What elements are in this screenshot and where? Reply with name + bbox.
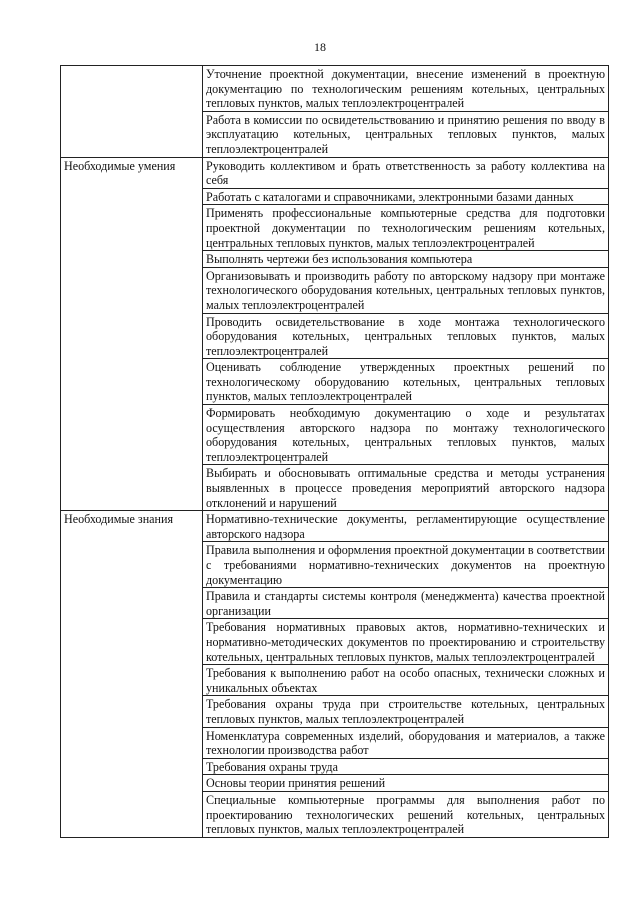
section-label: Необходимые знания bbox=[61, 511, 203, 837]
requirement-text: Требования охраны труда при строительстве котельных, центральных тепловых пунктов, малых теплоэлектроцентралей bbox=[203, 696, 609, 727]
requirement-text: Организовывать и производить работу по авторскому надзору при монтаже технологического оборудования котельных, центральных тепловых пунктов, малых теплоэлектроцентралей bbox=[203, 267, 609, 313]
requirement-text: Правила выполнения и оформления проектной документации в соответствии с требованиями нормативно-технических документов на проектную документацию bbox=[203, 542, 609, 588]
requirement-text: Основы теории принятия решений bbox=[203, 775, 609, 792]
requirement-text: Правила и стандарты системы контроля (менеджмента) качества проектной организации bbox=[203, 588, 609, 619]
requirement-text: Руководить коллективом и брать ответственность за работу коллектива на себя bbox=[203, 157, 609, 188]
requirement-text: Выполнять чертежи без использования компьютера bbox=[203, 251, 609, 268]
requirement-text: Номенклатура современных изделий, оборудования и материалов, а также технологии производства работ bbox=[203, 727, 609, 758]
requirement-text: Работа в комиссии по освидетельствованию и принятию решения по вводу в эксплуатацию котельных, центральных тепловых пунктов, малых теплоэлектроцентралей bbox=[203, 111, 609, 157]
requirement-text: Требования нормативных правовых актов, нормативно-технических и нормативно-методических документов по проектированию и строительству котельных, центральных тепловых пунктов, малых теплоэлектроцентралей bbox=[203, 619, 609, 665]
requirement-text: Требования охраны труда bbox=[203, 758, 609, 775]
section-label bbox=[61, 66, 203, 158]
requirement-text: Требования к выполнению работ на особо опасных, технически сложных и уникальных объектах bbox=[203, 665, 609, 696]
section-label: Необходимые умения bbox=[61, 157, 203, 511]
table-row bbox=[61, 511, 609, 542]
requirement-text: Специальные компьютерные программы для выполнения работ по проектированию технологических решений котельных, центральных тепловых пунктов, малых теплоэлектроцентралей bbox=[203, 791, 609, 837]
requirement-text: Работать с каталогами и справочниками, электронными базами данных bbox=[203, 188, 609, 205]
requirement-text: Уточнение проектной документации, внесение изменений в проектную документацию по технологическим решениям котельных, центральных тепловых пунктов, малых теплоэлектроцентралей bbox=[203, 66, 609, 112]
table-row bbox=[61, 157, 609, 188]
page-number: 18 bbox=[314, 40, 326, 54]
requirement-text: Выбирать и обосновывать оптимальные средства и методы устранения выявленных в процессе проведения мероприятий авторского надзора отклонений и нарушений bbox=[203, 465, 609, 511]
table-row bbox=[61, 66, 609, 112]
requirement-text: Оценивать соблюдение утвержденных проектных решений по технологическому оборудованию котельных, центральных тепловых пунктов, малых теплоэлектроцентралей bbox=[203, 359, 609, 405]
requirement-text: Нормативно-технические документы, регламентирующие осуществление авторского надзора bbox=[203, 511, 609, 542]
requirement-text: Формировать необходимую документацию о ходе и результатах осуществления авторского надзора по монтажу технологического оборудования котельных, центральных тепловых пунктов, малых теплоэлектроцентралей bbox=[203, 405, 609, 465]
requirement-text: Проводить освидетельствование в ходе монтажа технологического оборудования котельных, центральных тепловых пунктов, малых теплоэлектроцентралей bbox=[203, 313, 609, 359]
requirement-text: Применять профессиональные компьютерные средства для подготовки проектной документации по технологическим решениям котельных, центральных тепловых пунктов, малых теплоэлектроцентралей bbox=[203, 205, 609, 251]
requirements-table bbox=[60, 65, 609, 838]
